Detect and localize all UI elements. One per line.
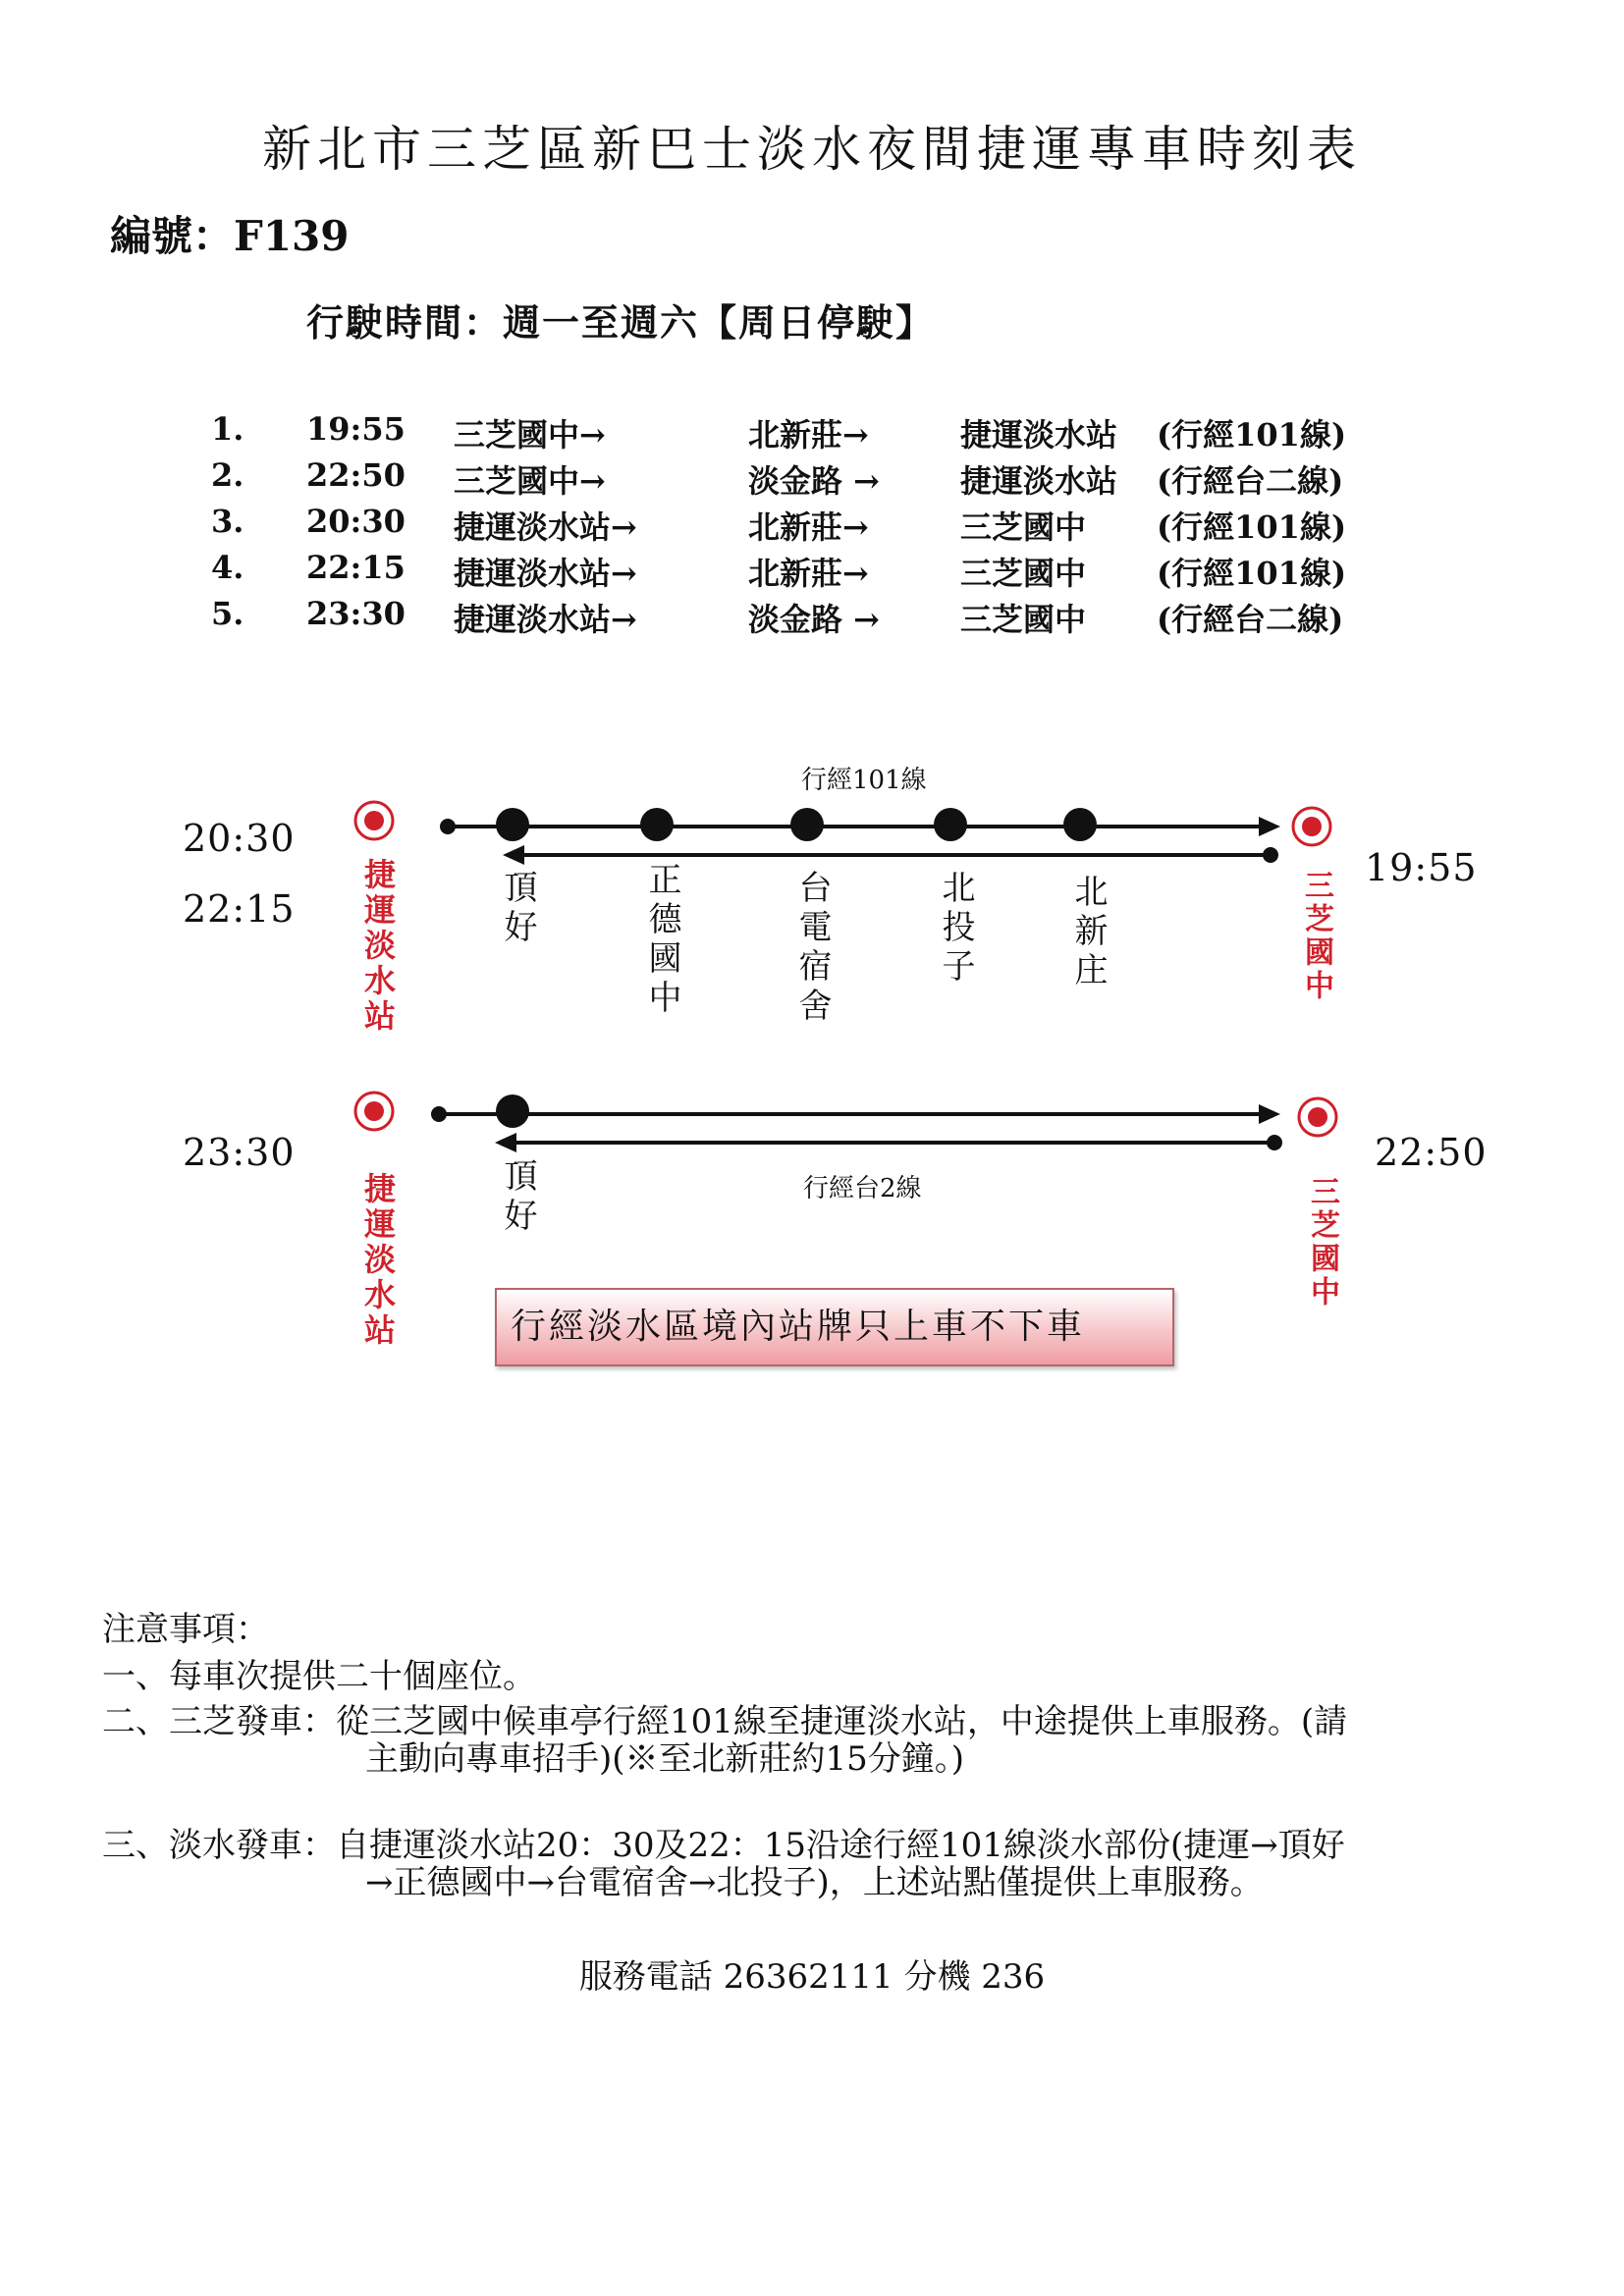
notes-heading: 注意事項： [102, 1610, 269, 1649]
stop-label: 正德國中 [642, 862, 681, 1019]
route-label: 行經101線 [801, 766, 927, 795]
stop-label: 北新庄 [1068, 874, 1108, 991]
row-number: 3. [211, 503, 244, 540]
departure-time: 19:55 [1365, 846, 1478, 889]
row-to: 三芝國中 [960, 508, 1087, 546]
departure-time: 22:50 [1375, 1131, 1488, 1174]
note-item: 一、每車次提供二十個座位。 [102, 1657, 536, 1696]
note-item-continuation: →正德國中→台電宿舍→北投子)，上述站點僅提供上車服務。 [365, 1863, 1264, 1902]
boarding-notice: 行經淡水區境內站牌只上車不下車 [495, 1288, 1174, 1366]
note-item: 三、淡水發車：自捷運淡水站20：30及22：15沿途行經101線淡水部份(捷運→頂好 [102, 1826, 1345, 1865]
row-route: (行經101線) [1157, 555, 1347, 592]
row-route: (行經101線) [1157, 416, 1347, 454]
row-time: 20:30 [306, 503, 406, 540]
row-from: 三芝國中→ [454, 416, 606, 454]
note-item-continuation: 主動向專車招手)(※至北新莊約15分鐘。) [365, 1739, 965, 1779]
row-time: 23:30 [306, 595, 406, 632]
row-route: (行經台二線) [1157, 601, 1344, 638]
departure-time: 23:30 [183, 1131, 296, 1174]
station-label-sanzhi: 三芝國中 [1299, 870, 1333, 1003]
row-to: 捷運淡水站 [960, 462, 1118, 500]
departure-time: 20:30 [183, 817, 296, 860]
stop-label: 台電宿舍 [792, 870, 832, 1027]
row-to: 三芝國中 [960, 601, 1087, 638]
row-from: 捷運淡水站→ [454, 555, 637, 592]
row-number: 2. [211, 456, 244, 494]
row-time: 19:55 [306, 410, 406, 448]
row-time: 22:50 [306, 456, 406, 494]
stop-label: 北投子 [936, 870, 975, 988]
row-from: 三芝國中→ [454, 462, 606, 500]
stop-label: 頂好 [498, 870, 537, 948]
note-item: 二、三芝發車：從三芝國中候車亭行經101線至捷運淡水站，中途提供上車服務。(請 [102, 1702, 1348, 1741]
row-to: 三芝國中 [960, 555, 1087, 592]
row-route: (行經台二線) [1157, 462, 1344, 500]
row-number: 4. [211, 549, 244, 586]
row-via: 北新莊→ [748, 416, 869, 454]
row-number: 5. [211, 595, 244, 632]
station-label-tamsui: 捷運淡水站 [359, 858, 397, 1035]
row-from: 捷運淡水站→ [454, 601, 637, 638]
row-route: (行經101線) [1157, 508, 1347, 546]
row-via: 北新莊→ [748, 508, 869, 546]
stop-label: 頂好 [498, 1158, 537, 1237]
station-label-tamsui: 捷運淡水站 [359, 1172, 397, 1349]
row-from: 捷運淡水站→ [454, 508, 637, 546]
route-code: 編號：F139 [110, 212, 350, 260]
station-label-sanzhi: 三芝國中 [1305, 1176, 1339, 1309]
route-label: 行經台2線 [803, 1174, 922, 1203]
service-hours: 行駛時間：週一至週六【周日停駛】 [306, 300, 936, 345]
row-time: 22:15 [306, 549, 406, 586]
page-title: 新北市三芝區新巴士淡水夜間捷運專車時刻表 [262, 121, 1362, 178]
departure-time: 22:15 [183, 887, 296, 931]
row-via: 淡金路 → [748, 462, 880, 500]
row-via: 淡金路 → [748, 601, 880, 638]
service-phone: 服務電話 26362111 分機 236 [578, 1957, 1046, 1997]
row-via: 北新莊→ [748, 555, 869, 592]
row-number: 1. [211, 410, 244, 448]
row-to: 捷運淡水站 [960, 416, 1118, 454]
